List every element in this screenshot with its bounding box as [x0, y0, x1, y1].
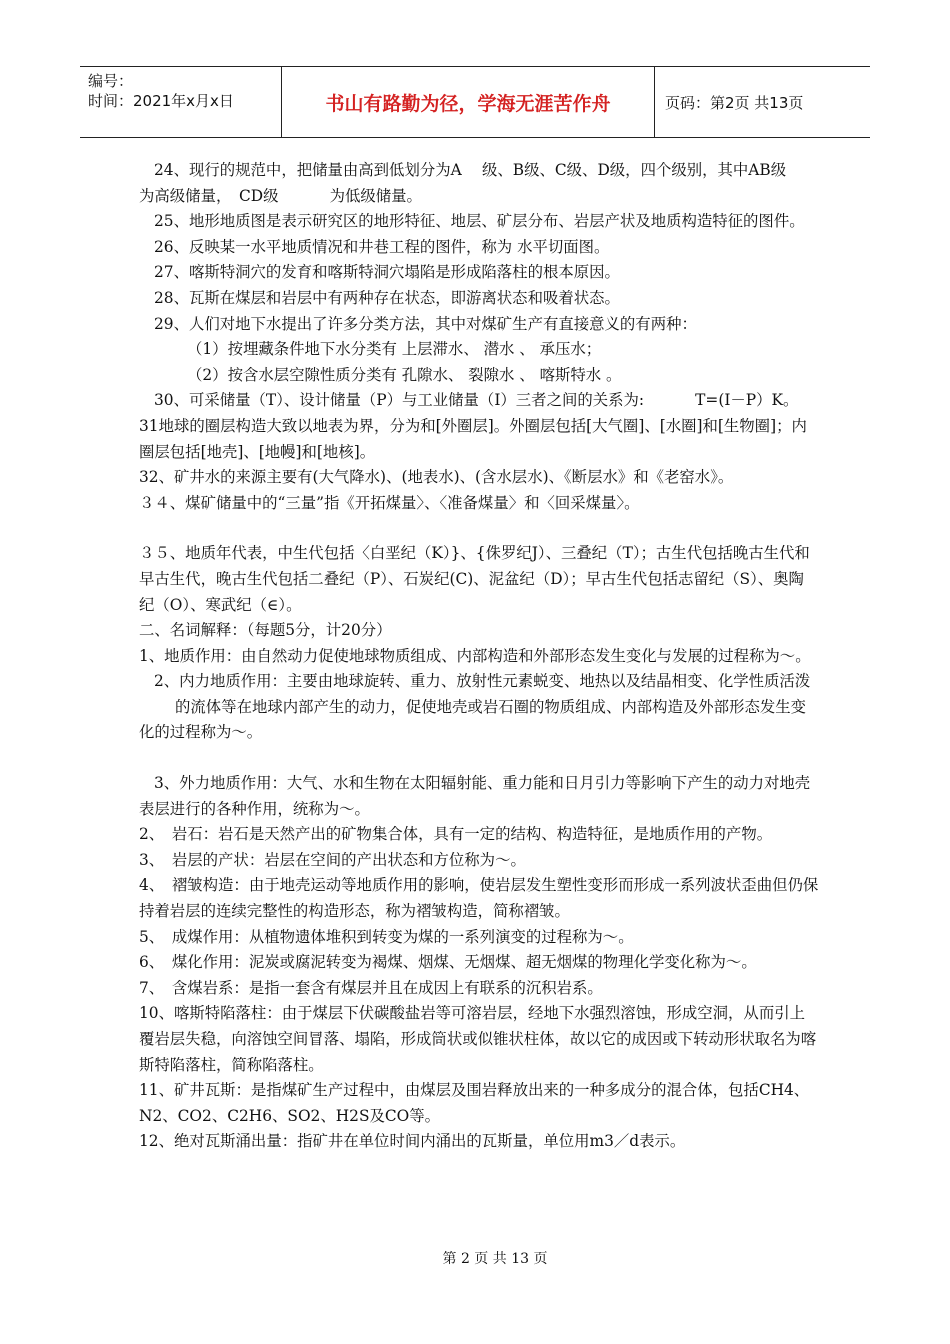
- header-motto: 书山有路勤为径，学海无涯苦作舟: [282, 67, 655, 137]
- header-date-label: 时间：2021年x月x日: [88, 92, 234, 110]
- page-footer: 第 2 页 共 13 页: [442, 1251, 548, 1267]
- term-1: 1、地质作用：由自然动力促使地球物质组成、内部构造和外部形态发生变化与发展的过程称为～。: [139, 646, 811, 665]
- term-attitude: 3、 岩层的产状：岩层在空间的产出状态和方位称为～。: [139, 850, 526, 869]
- term-mine-gas: 11、矿井瓦斯：是指煤矿生产过程中，由煤层及围岩释放出来的一种多成分的混合体，包括CH4、N2、CO2、C2H6、SO2、H2S及CO等。: [139, 1081, 810, 1125]
- term-2: 2、内力地质作用：主要由地球旋转、重力、放射性元素蜕变、地热以及结晶相变、化学性质活泼: [154, 672, 811, 691]
- spacer: [139, 516, 819, 541]
- paragraph-25: 25、地形地质图是表示研究区的地形特征、地层、矿层分布、岩层产状及地质构造特征的图件。: [154, 212, 805, 231]
- header-page-label: 页码：第2页 共13页: [665, 93, 804, 112]
- term-rock: 2、 岩石：岩石是天然产出的矿物集合体，具有一定的结构、构造特征，是地质作用的产物。: [139, 825, 773, 844]
- paragraph-27: 27、喀斯特洞穴的发育和喀斯特洞穴塌陷是形成陷落柱的根本原因。: [154, 263, 620, 282]
- paragraph-30: 30、可采储量（T）、设计储量（P）与工业储量（I）三者之间的关系为: T=(I－P）K。: [154, 391, 799, 410]
- spacer: [139, 746, 819, 771]
- term-fold: 4、 褶皱构造：由于地壳运动等地质作用的影响，使岩层发生塑性变形而形成一系列波状歪曲但仍保持着岩层的连续完整性的构造形态，称为褶皱构造，简称褶皱。: [139, 876, 819, 921]
- document-body: [139, 158, 838, 1155]
- paragraph-24: 24、现行的规范中，把储量由高到低划分为A 级、B级、C级、D级，四个级别，其中AB级 为高级储量， CD级 为低级储量。: [139, 161, 838, 205]
- paragraph-28: 28、瓦斯在煤层和岩层中有两种存在状态，即游离状态和吸着状态。: [154, 288, 620, 307]
- term-coal-measures: 7、 含煤岩系：是指一套含有煤层并且在成因上有联系的沉积岩系。: [139, 978, 603, 997]
- paragraph-35: ３５、地质年代表，中生代包括〈白垩纪（K）}、{侏罗纪J）、三叠纪（T）；古生代包括晚古生代和早古生代，晚古生代包括二叠纪（P）、石炭纪(C)、泥盆纪（D）；早古生代包括志留纪（S）、奥陶纪（O）、寒武纪（∈）。: [139, 544, 810, 614]
- paragraph-34: ３４、煤矿储量中的“三量”指《开拓煤量〉、〈准备煤量〉和〈回采煤量〉。: [139, 493, 640, 512]
- paragraph-29-item-1: （1）按埋藏条件地下水分类有 上层滞水、 潜水 、 承压水；: [187, 340, 602, 359]
- term-absolute-gas: 12、绝对瓦斯涌出量：指矿井在单位时间内涌出的瓦斯量，单位用m3／d表示。: [139, 1132, 686, 1151]
- term-coalification: 6、 煤化作用：泥炭或腐泥转变为褐煤、烟煤、无烟煤、超无烟煤的物理化学变化称为～。: [139, 953, 757, 972]
- header-number-label: 编号：: [88, 72, 134, 90]
- paragraph-32: 32、矿井水的来源主要有(大气降水)、(地表水)、(含水层水)、《断层水》和《老窑水》。: [139, 468, 734, 487]
- term-3: 3、外力地质作用：大气、水和生物在太阳辐射能、重力能和日月引力等影响下产生的动力对地壳表层进行的各种作用，统称为～。: [139, 774, 811, 818]
- term-2-continued: 的流体等在地球内部产生的动力，促使地壳或岩石圈的物质组成、内部构造及外部形态发生变化的过程称为～。: [139, 697, 807, 742]
- paragraph-31: 31地球的圈层构造大致以地表为界，分为和[外圈层]。外圈层包括[大气圈]、[水圈]和[生物圈]；内圈层包括[地壳]、[地幔]和[地核]。: [139, 416, 807, 461]
- paragraph-29-item-2: （2）按含水层空隙性质分类有 孔隙水、 裂隙水 、 喀斯特水 。: [187, 365, 622, 384]
- paragraph-26: 26、反映某一水平地质情况和井巷工程的图件，称为 水平切面图。: [154, 237, 610, 256]
- term-karst-collapse: 10、喀斯特陷落柱：由于煤层下伏碳酸盐岩等可溶岩层，经地下水强烈溶蚀，形成空洞，从而引上覆岩层失稳，向溶蚀空间冒落、塌陷，形成筒状或似锥状柱体，故以它的成因或下转动形状取名为喀斯特陷落柱，简称陷落柱。: [139, 1004, 817, 1074]
- paragraph-29: 29、人们对地下水提出了许多分类方法，其中对煤矿生产有直接意义的有两种：: [154, 314, 697, 333]
- page-header: [80, 66, 870, 138]
- term-coal-forming: 5、 成煤作用：从植物遗体堆积到转变为煤的一系列演变的过程称为～。: [139, 927, 634, 946]
- header-meta: [80, 67, 282, 137]
- section-heading-terms: 二、名词解释：（每题5分，计20分）: [139, 621, 392, 640]
